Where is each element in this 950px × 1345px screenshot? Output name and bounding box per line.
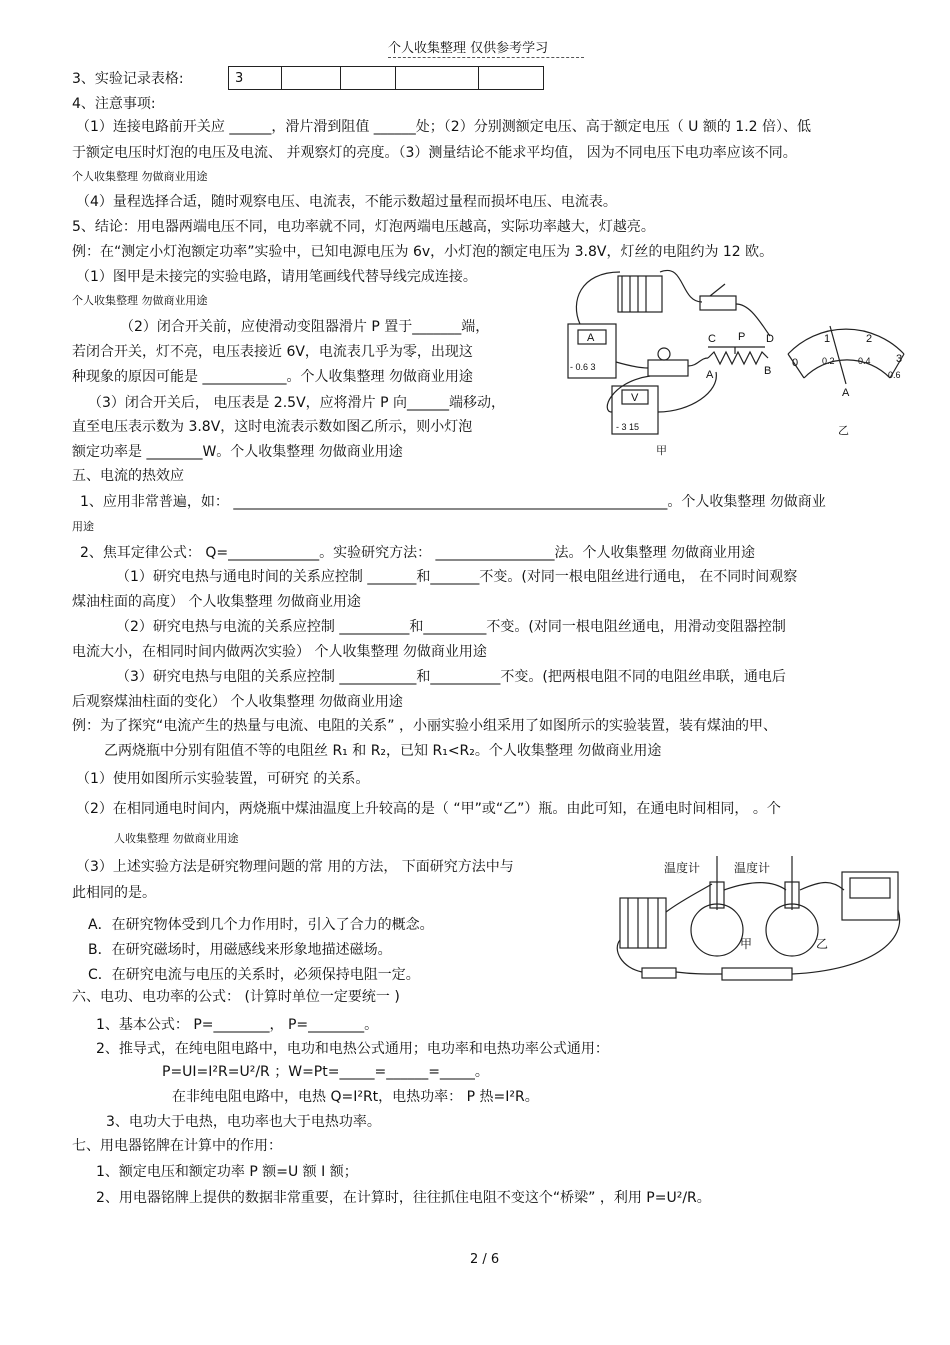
- thermometer-label: 温度计: [664, 861, 701, 875]
- dial-tick: 2: [866, 333, 873, 345]
- text-line: 后观察煤油柱面的变化） 个人收集整理 勿做商业用途: [72, 694, 403, 710]
- text-line: （1）研究电热与通电时间的关系应控制 _______和_______不变。(对同一根电阻丝进行通电， 在不同时间观察: [116, 569, 798, 585]
- text-line: 例：在“测定小灯泡额定功率”实验中，已知电源电压为 6v，小灯泡的额定电压为 3.8V，灯丝的电阻约为 12 欧。: [72, 244, 774, 260]
- text-line: 2、用电器铭牌上提供的数据非常重要，在计算时，往往抓住电阻不变这个“桥梁” ，利用 P=U²/R。: [96, 1190, 711, 1206]
- bulb-icon: [658, 348, 670, 360]
- voltmeter-letter: V: [631, 392, 639, 404]
- text-line: 直至电压表示数为 3.8V，这时电流表示数如图乙所示，则小灯泡: [72, 419, 473, 435]
- dial-tick: 0.6: [888, 370, 901, 380]
- thermometer-label: 温度计: [734, 861, 771, 875]
- voltmeter-terminals: - 3 15: [616, 422, 640, 432]
- switch-icon: [642, 968, 676, 978]
- label-d: D: [766, 333, 774, 345]
- figure-label-jia: 甲: [656, 445, 667, 457]
- page-number: 2 / 6: [470, 1252, 500, 1267]
- text-line: 于额定电压时灯泡的电压及电流、 并观察灯的亮度。（3）测量结论不能求平均值， 因为不同电压下电功率应该不同。: [72, 145, 797, 161]
- formula-line: P=UI=I²R=U²/R ；W=Pt=_____=______=_____。: [162, 1064, 489, 1080]
- text-line: （2）研究电热与电流的关系应控制 __________和_________不变。(对同一根电阻丝通电，用滑动变阻器控制: [116, 619, 786, 635]
- table-cell: [396, 67, 479, 90]
- table-cell: [282, 67, 341, 90]
- text-line: 乙两烧瓶中分别有阻值不等的电阻丝 R₁ 和 R₂，已知 R₁<R₂。个人收集整理 勿做商业用途: [104, 743, 662, 759]
- dial-tick: 3: [896, 353, 903, 365]
- page-header: 个人收集整理 仅供参考学习: [388, 41, 549, 56]
- flask-label-jia: 甲: [740, 937, 753, 951]
- text-line: 1、应用非常普遍，如： ______________________________________________________________。个人收集整理 勿做商业: [80, 494, 826, 510]
- ammeter-letter: A: [587, 332, 595, 344]
- figure-label-yi: 乙: [838, 425, 849, 437]
- text-line: （3）上述实验方法是研究物理问题的常 用的方法， 下面研究方法中与: [76, 859, 514, 875]
- rheostat-icon: [722, 968, 792, 980]
- text-line: （1）图甲是未接完的实验电路，请用笔画线代替导线完成连接。: [76, 269, 477, 285]
- lamp-base-icon: [648, 360, 688, 376]
- text-line: 2、焦耳定律公式： Q=_____________。实验研究方法： _________________法。个人收集整理 勿做商业用途: [80, 545, 756, 561]
- dial-tick: 1: [824, 333, 831, 345]
- text-line: （1）使用如图所示实验装置，可研究 的关系。: [76, 771, 370, 787]
- text-line: 例：为了探究“电流产生的热量与电流、电阻的关系” ，小丽实验小组采用了如图所示的实验装置，装有煤油的甲、: [72, 718, 777, 734]
- dial-unit: A: [842, 387, 850, 399]
- text-line: 1、基本公式： P=________， P=________。: [96, 1017, 379, 1033]
- ammeter-terminals: - 0.6 3: [570, 362, 596, 372]
- formula-line: 在非纯电阻电路中，电热 Q=I²Rt，电热功率： P 热=I²R。: [172, 1089, 539, 1105]
- dial-tick: 0: [792, 357, 799, 369]
- text-line: 用途: [72, 520, 94, 533]
- text-line: 5、结论：用电器两端电压不同，电功率就不同，灯泡两端电压越高，实际功率越大，灯越亮。: [72, 219, 655, 235]
- label-a-terminal: A: [706, 369, 714, 381]
- label-c: C: [708, 333, 716, 345]
- text-line: 4、注意事项:: [72, 96, 156, 112]
- text-line: 种现象的原因可能是 ____________。个人收集整理 勿做商业用途: [72, 369, 473, 385]
- text-line: 额定功率是 ________W。个人收集整理 勿做商业用途: [72, 444, 403, 460]
- dial-tick: 0.2: [822, 356, 835, 366]
- section-heading: 五、电流的热效应: [72, 468, 184, 484]
- text-line: 此相同的是。: [72, 885, 156, 901]
- header-rule: [388, 57, 584, 58]
- rheostat-icon: [708, 352, 768, 364]
- text-line: 若闭合开关，灯不亮，电压表接近 6V，电流表几乎为零，出现这: [72, 344, 473, 360]
- label-b-terminal: B: [764, 365, 772, 377]
- record-table: [228, 66, 544, 90]
- section-heading: 六、电功、电功率的公式： (计算时单位一定要统一 ): [72, 989, 400, 1005]
- battery-icon: [620, 898, 666, 948]
- battery-icon: [618, 276, 662, 312]
- text-line: （3）闭合开关后， 电压表是 2.5V，应将滑片 P 向______端移动，: [88, 395, 505, 411]
- text-line: 人收集整理 勿做商业用途: [114, 832, 239, 845]
- table-label: 3、实验记录表格:: [72, 71, 184, 87]
- label-p: P: [738, 331, 746, 343]
- text-line: 煤油柱面的高度） 个人收集整理 勿做商业用途: [72, 594, 361, 610]
- flask-label-yi: 乙: [816, 937, 829, 951]
- dial-tick: 0.4: [858, 356, 871, 366]
- option-c: C．在研究电流与电压的关系时，必须保持电阻一定。: [88, 967, 420, 983]
- text-line: 电流大小，在相同时间内做两次实验） 个人收集整理 勿做商业用途: [72, 644, 487, 660]
- text-line: （4）量程选择合适，随时观察电压、电流表，不能示数超过量程而损坏电压、电流表。: [76, 194, 617, 210]
- table-cell: 3: [229, 67, 282, 90]
- text-line: （3）研究电热与电阻的关系应控制 ___________和__________不变。(把两根电阻不同的电阻丝串联，通电后: [116, 669, 786, 685]
- text-line: （1）连接电路前开关应 ______，滑片滑到阻值 ______处；（2）分别测额定电压、高于额定电压（ U 额的 1.2 倍）、低: [76, 119, 812, 135]
- text-line: 2、推导式，在纯电阻电路中，电功和电热公式通用；电功率和电热功率公式通用：: [96, 1041, 609, 1057]
- text-line: 个人收集整理 勿做商业用途: [72, 170, 208, 183]
- circuit-figure: [560, 262, 912, 458]
- flask-jia-icon: [691, 904, 743, 956]
- text-line: （2）闭合开关前，应使滑动变阻器滑片 P 置于_______端，: [120, 319, 490, 335]
- text-line: 个人收集整理 勿做商业用途: [72, 294, 208, 307]
- section-heading: 七、用电器铭牌在计算中的作用：: [72, 1138, 282, 1154]
- option-a: A．在研究物体受到几个力作用时，引入了合力的概念。: [88, 917, 434, 933]
- option-b: B．在研究磁场时，用磁感线来形象地描述磁场。: [88, 942, 392, 958]
- text-line: 3、电功大于电热，电功率也大于电热功率。: [106, 1114, 381, 1130]
- table-cell: [341, 67, 396, 90]
- switch-icon: [700, 296, 736, 310]
- flask-yi-icon: [766, 904, 818, 956]
- ammeter-dial-icon: [788, 329, 904, 354]
- heating-apparatus-figure: [612, 850, 912, 990]
- text-line: （2）在相同通电时间内，两烧瓶中煤油温度上升较高的是（ “甲”或“乙”）瓶。由此可知，在通电时间相同， 。个: [76, 801, 781, 817]
- table-cell: [479, 67, 544, 90]
- text-line: 1、额定电压和额定功率 P 额=U 额 I 额；: [96, 1164, 358, 1180]
